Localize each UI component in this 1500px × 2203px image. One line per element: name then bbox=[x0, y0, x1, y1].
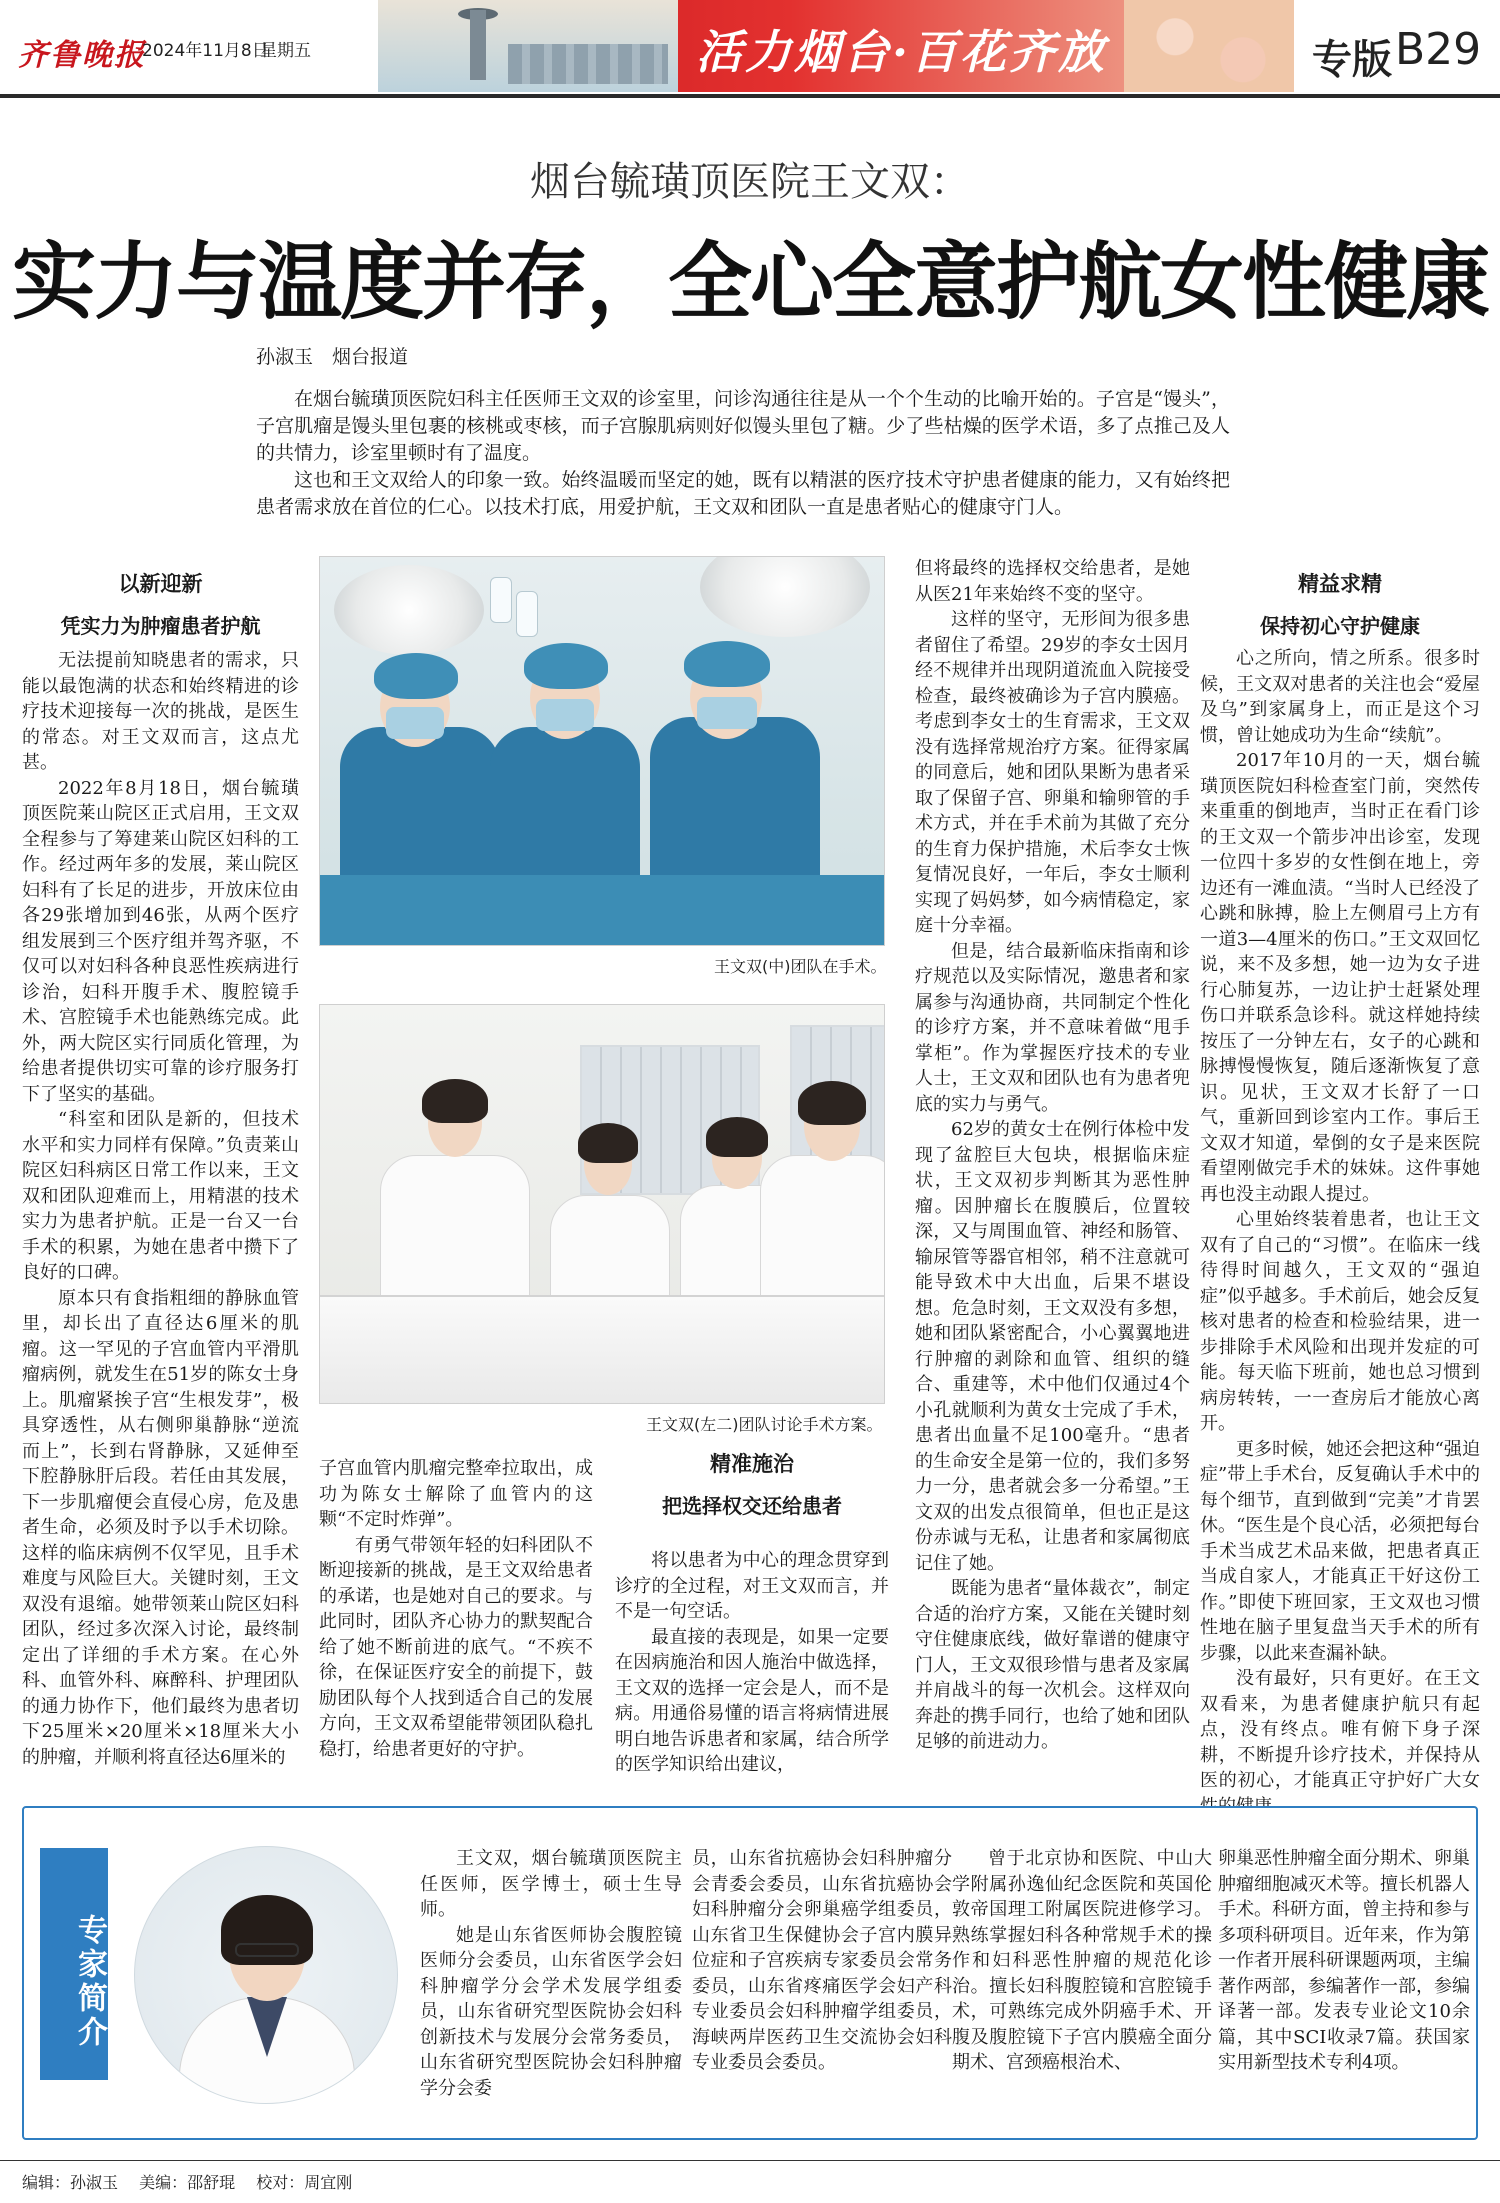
surgeon-mask bbox=[386, 707, 444, 739]
section-title: 精准施治 bbox=[710, 1452, 794, 1476]
surgeon-cap bbox=[374, 653, 458, 699]
lead-paragraph: 这也和王文双给人的印象一致。始终温暖而坚定的她，既有以精湛的医疗技术守护患者健康的能力，又有始终把患者需求放在首位的仁心。以技术打底，用爱护航，王文双和团队一直是患者贴心的健康守门人。 bbox=[256, 469, 1230, 518]
paragraph: 有勇气带领年轻的妇科团队不断迎接新的挑战，是王文双给患者的承诺，也是她对自己的要求。与此同时，团队齐心协力的默契配合给了她不断前进的底气。“不疾不徐，在保证医疗安全的前提下，鼓励团队每个人找到适合自己的发展方向，王文双希望能带领团队稳扎稳打，给患者更好的守护。 bbox=[319, 1534, 593, 1760]
city-shape bbox=[508, 44, 668, 84]
column-1 bbox=[22, 648, 299, 1770]
banner-flower-image bbox=[1124, 0, 1294, 92]
section-subtitle: 保持初心守护健康 bbox=[1260, 614, 1420, 638]
paragraph: 子宫血管内肌瘤完整牵拉取出，成功为陈女士解除了血管内的这颗“不定时炸弹”。 bbox=[319, 1458, 593, 1530]
paragraph: 更多时候，她还会把这种“强迫症”带上手术台，反复确认手术中的每个细节，直到做到“完美”才肯罢休。“医生是个良心活，必须把每台手术当成艺术品来做，把患者真正当成自家人，才能真正干好这份工作。”即使下班回家，王文双也习惯性地在脑子里复盘当天手术的所有步骤，以此来查漏补缺。 bbox=[1200, 1438, 1480, 1664]
doctor-coat bbox=[550, 1195, 670, 1305]
surgeon-mask bbox=[536, 699, 594, 731]
section-banner bbox=[378, 0, 1294, 92]
banner-title: 活力烟台·百花齐放 bbox=[696, 25, 1108, 79]
expert-text-column bbox=[952, 1846, 1212, 2076]
paragraph: 原本只有食指粗细的静脉血管里，却长出了直径达6厘米的肌瘤。这一罕见的子宫血管内平滑肌瘤病例，就发生在51岁的陈女士身上。肌瘤紧挨子宫“生根发芽”，极具穿透性，从右侧卵巢静脉“逆流而上”，长到右肾静脉，又延伸至下腔静脉肝后段。若任由其发展，下一步肌瘤便会直侵心房，危及患者生命，必须及时予以手术切除。这样的临床病例不仅罕见，且手术难度与风险巨大。关键时刻，王文双没有退缩。她带领莱山院区妇科团队，经过多次深入讨论，最终制定出了详细的手术方案。在心外科、血管外科、麻醉科、护理团队的通力协作下，他们最终为患者切下25厘米×20厘米×18厘米大小的肿瘤，并顺利将直径达6厘米的 bbox=[22, 1287, 299, 1768]
headline: 实力与温度并存，全心全意护航女性健康 bbox=[11, 232, 1488, 331]
surgeon-cap bbox=[524, 643, 608, 689]
surgical-light bbox=[700, 556, 870, 637]
doctor-hair bbox=[578, 1123, 638, 1163]
paragraph: 62岁的黄女士在例行体检中发现了盆腔巨大包块，根据临床症状，王文双初步判断其为恶性肿瘤。因肿瘤长在腹膜后，位置较深，又与周围血管、神经和肠管、输尿管等器官相邻，稍不注意就可能导致术中大出血，后果不堪设想。危急时刻，王文双没有多想，她和团队紧密配合，小心翼翼地进行肿瘤的剥除和血管、组织的缝合、重建等，术中他们仅通过4个小孔就顺利为黄女士完成了手术，患者出血量不足100毫升。“患者的生命安全是第一位的，我们多努力一分，患者就会多一分希望。”王文双的出发点很简单，但也正是这份赤诚与无私，让患者和家属彻底记住了她。 bbox=[915, 1119, 1190, 1574]
section-heading-3 bbox=[1200, 568, 1480, 639]
lead-paragraph: 在烟台毓璜顶医院妇科主任医师王文双的诊室里，问诊沟通往往是从一个个生动的比喻开始的。子宫是“馒头”，子宫肌瘤是馒头里包裹的核桃或枣核，而子宫腺肌病则好似馒头里包了糖。少了些枯燥的医学术语，多了点推己及人的共情力，诊室里顿时有了温度。 bbox=[256, 388, 1230, 464]
surgeon-cap bbox=[684, 641, 770, 687]
section-title: 精益求精 bbox=[1298, 572, 1382, 596]
paragraph: 这样的坚守，无形间为很多患者留住了希望。29岁的李女士因月经不规律并出现阴道流血入院接受检查，最终被确诊为子宫内膜癌。考虑到李女士的生育需求，王文双没有选择常规治疗方案。征得家属的同意后，她和团队果断为患者采取了保留子宫、卵巢和输卵管的手术方式，并在手术前为其做了充分的生育力保护措施，术后李女士恢复情况良好，一年后，李女士顺利实现了妈妈梦，如今病情稳定，家庭十分幸福。 bbox=[915, 609, 1190, 936]
iv-drip bbox=[490, 577, 512, 623]
paragraph: 没有最好，只有更好。在王文双看来，为患者健康护航只有起点，没有终点。唯有俯下身子深耕，不断提升诊疗技术，并保持从医的初心，才能真正守护好广大女 bbox=[1200, 1668, 1480, 1791]
paragraph: 无法提前知晓患者的需求，只能以最饱满的状态和始终精进的诊疗技术迎接每一次的挑战，是医生的常态。对王文双而言，这点尤甚。 bbox=[22, 650, 299, 773]
section-title: 以新迎新 bbox=[118, 572, 203, 596]
surgical-light bbox=[334, 565, 484, 655]
expert-profile-tab: 专家简介 bbox=[40, 1848, 108, 2080]
section-tag: 专版 bbox=[1312, 37, 1392, 83]
meeting-photo bbox=[319, 1004, 885, 1404]
paragraph: 2022年8月18日，烟台毓璜顶医院莱山院区正式启用，王文双全程参与了筹建莱山院区妇科的工作。经过两年多的发展，莱山院区妇科有了长足的进步，开放床位由各29张增加到46张，从两个医疗组发展到三个医疗组并驾齐驱，不仅可以对妇科各种良恶性疾病进行诊治，妇科开腹手术、腹腔镜手术、宫腔镜手术也能熟练完成。此外，两大院区实行同质化管理，为给患者提供切实可靠的诊疗服务打下了坚实的基础。 bbox=[22, 777, 299, 1105]
paragraph: “科室和团队是新的，但技术水平和实力同样有保障。”负责莱山院区妇科病区日常工作以来，王文双和团队迎难而上，用精湛的技术实力为患者护航。正是一台又一台手术的积累，为她在患者中攒下了良好的口碑。 bbox=[22, 1109, 299, 1283]
surgical-drape bbox=[320, 875, 885, 946]
conference-table bbox=[320, 1295, 885, 1404]
page-number: B29 bbox=[1395, 24, 1482, 75]
doctor-coat bbox=[760, 1155, 885, 1315]
surgery-photo bbox=[319, 556, 885, 946]
lead-paragraphs bbox=[256, 386, 1230, 521]
paragraph: 将以患者为中心的理念贯穿到诊疗的全过程，对王文双而言，并不是一句空话。 bbox=[615, 1550, 889, 1622]
section-subtitle: 凭实力为肿瘤患者护航 bbox=[60, 614, 261, 638]
paragraph: 既能为患者“量体裁衣”，制定合适的治疗方案，又能在关键时刻守住健康底线，做好靠谱的健康守门人，王文双很珍惜与患者及家属并肩战斗的每一次机会。这样双向奔赴的携手同行，也给了她和团队足够的前进动力。 bbox=[915, 1578, 1190, 1752]
doctor-coat bbox=[380, 1155, 530, 1305]
doctor-hair bbox=[422, 1079, 488, 1123]
page-credits bbox=[22, 2170, 368, 2193]
iv-drip bbox=[516, 591, 538, 637]
paragraph: 但将最终的选择权交给患者，是她从医21年来始终不变的坚守。 bbox=[915, 558, 1190, 605]
column-2 bbox=[319, 1456, 593, 1762]
expert-portrait bbox=[134, 1846, 398, 2104]
paragraph: 但是，结合最新临床指南和诊疗规范以及实际情况，邀患者和家属参与沟通协商，共同制定个性化的诊疗方案，并不意味着做“甩手掌柜”。作为掌握医疗技术的专业人士，王文双和团队也有为患者兜底的实力与勇气。 bbox=[915, 940, 1190, 1115]
banner-skyline-image bbox=[378, 0, 678, 92]
section-subtitle: 把选择权交还给患者 bbox=[662, 1494, 842, 1518]
paragraph: 卵巢恶性肿瘤全面分期术、卵巢肿瘤细胞减灭术等。擅长机器人手术。科研方面，曾主持和参与多项科研项目。近年来，作为第一作者开展科研课题两项，主编著作两部，参编著作一部，参编译著一部。发表专业论文10余篇，其中SCI收录7篇。获国家实用新型技术专利4项。 bbox=[1218, 1848, 1470, 2073]
headline-kicker: 烟台毓璜顶医院王文双： bbox=[530, 159, 970, 205]
section-heading-1 bbox=[22, 568, 299, 639]
byline: 孙淑玉 烟台报道 bbox=[256, 346, 409, 368]
glasses bbox=[235, 1943, 299, 1957]
paragraph: 2017年10月的一天，烟台毓璜顶医院妇科检查室门前，突然传来重重的倒地声，当时正在看门诊的王文双一个箭步冲出诊室，发现一位四十多岁的女性倒在地上，旁边还有一滩血渍。“当时人已经没了心跳和脉搏，脸上左侧眉弓上方有一道3—4厘米的伤口。”王文双回忆说，来不及多想，她一边为女子进行心肺复苏，一边让护士赶紧处理伤口并联系急诊科。就这样她持续按压了一分钟左右，女子的心跳和脉搏慢慢恢复，随后逐渐恢复了意识。见状，王文双才长舒了一口气，重新回到诊室内工作。事后王文双才知道，晕倒的女子是来医院看望刚做完手术的妹妹。这件事她再也没主动跟人提过。 bbox=[1200, 750, 1480, 1205]
column-3 bbox=[615, 1548, 889, 1778]
publication-weekday: 星期五 bbox=[260, 41, 311, 61]
paragraph: 曾于北京协和医院、中山大学附属孙逸仙纪念医院和英国伦敦帝国理工附属医院进修学习。熟练掌握妇科各种常规手术的操作和妇科恶性肿瘤的规范化诊治。擅长妇科腹腔镜和宫腔镜手术，可熟练完成外阴癌手术、开腹及腹腔镜下子宫内膜癌全面分期术、宫颈癌根治术、 bbox=[952, 1848, 1212, 2073]
column-5 bbox=[1200, 646, 1480, 1819]
paragraph: 她是山东省医师协会腹腔镜医师分会委员，山东省医学会妇科肿瘤学分会学术发展学组委员，山东省研究型医院协会妇科创新技术与发展分会常务委员，山东省研究型医院协会妇科肿瘤学分会委 bbox=[420, 1924, 682, 2099]
column-4 bbox=[915, 556, 1190, 1755]
paragraph: 心里始终装着患者，也让王文双有了自己的“习惯”。在临床一线待得时间越久，王文双的“强迫症”似乎越多。手术前后，她会反复核对患者的检查和检验结果，进一步排除手术风险和出现并发症的可能。每天临下班前，她也总习惯到病房转转，一一查房后才能放心离开。 bbox=[1200, 1209, 1480, 1434]
surgeon-mask bbox=[697, 697, 757, 729]
photo-caption: 王文双(中)团队在手术。 bbox=[714, 957, 887, 976]
expert-text-column bbox=[692, 1846, 952, 2076]
doctor-hair bbox=[706, 1117, 768, 1157]
paragraph: 最直接的表现是，如果一定要在因病施治和因人施治中做选择，王文双的选择一定会是人，而不是病。用通俗易懂的语言将病情进展明白地告诉患者和家属，结合所学的医学知识给出建议， bbox=[615, 1626, 889, 1775]
footer-divider bbox=[0, 2160, 1500, 2161]
paper-name: 齐鲁晚报 bbox=[18, 38, 146, 73]
editor-credit: 编辑：孙淑玉 bbox=[22, 2173, 119, 2192]
doctor-hair bbox=[798, 1081, 866, 1125]
masthead-divider bbox=[0, 94, 1500, 98]
photo-caption: 王文双(左二)团队讨论手术方案。 bbox=[646, 1415, 883, 1434]
designer-credit: 美编：邵舒琨 bbox=[139, 2173, 236, 2192]
section-heading-2 bbox=[615, 1448, 889, 1519]
expert-text-column bbox=[420, 1846, 682, 2101]
masthead bbox=[0, 0, 1500, 94]
publication-date: 2024年11月8日 bbox=[142, 41, 269, 61]
expert-text-column bbox=[1218, 1846, 1470, 2076]
paragraph: 心之所向，情之所系。很多时候，王文双对患者的关注也会“爱屋及乌”到家属身上，而正是这个习惯，曾让她成功为生命“续航”。 bbox=[1200, 648, 1480, 746]
paragraph: 员，山东省抗癌协会妇科肿瘤分会青委会委员，山东省抗癌协会妇科肿瘤分会卵巢癌学组委员，山东省卫生保健协会子宫内膜异位症和子宫疾病专家委员会常务委员，山东省疼痛医学会妇产科专业委员会妇科肿瘤学组委员，海峡两岸医药卫生交流协会妇科专业委员会委员。 bbox=[692, 1848, 952, 2073]
paragraph: 王文双，烟台毓璜顶医院主任医师，医学博士，硕士生导师。 bbox=[420, 1848, 682, 1920]
proofreader-credit: 校对：周宜刚 bbox=[256, 2173, 353, 2192]
tower-shape bbox=[470, 10, 486, 80]
